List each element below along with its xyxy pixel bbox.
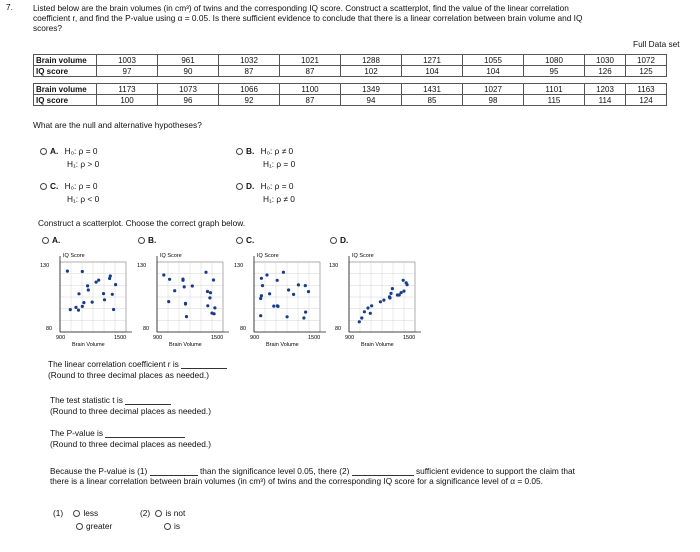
x-axis-label: Brain Volume: [72, 342, 105, 348]
data-point: [358, 320, 361, 323]
data-point: [297, 283, 300, 286]
x-tick-left: 900: [56, 335, 66, 341]
cell: 125: [626, 66, 667, 77]
cell: 87: [280, 66, 341, 77]
hypothesis-option-d[interactable]: [236, 181, 295, 204]
problem-text-2: coefficient r, and find the P-value using α = 0.05. Is there sufficient evidence to conclude that there is a linear correlation between brain volume and IQ: [33, 13, 583, 23]
data-point: [292, 293, 295, 296]
data-point: [282, 271, 285, 274]
y-axis-label: IQ Score: [352, 253, 374, 259]
y-axis-label: IQ Score: [160, 253, 182, 259]
option-letter: A.: [52, 235, 61, 245]
table-row: [34, 55, 667, 66]
problem-text-3: scores?: [33, 23, 63, 33]
option-letter: B.: [148, 235, 157, 245]
cell: 961: [158, 55, 219, 66]
hypothesis-option-a[interactable]: [40, 146, 99, 169]
data-point: [77, 292, 80, 295]
hypotheses-question: What are the null and alternative hypotheses?: [33, 120, 202, 130]
hypothesis-option-c[interactable]: [40, 181, 99, 204]
x-tick-left: 900: [345, 335, 355, 341]
cell: 1072: [626, 55, 667, 66]
data-point: [87, 288, 90, 291]
blank-2[interactable]: [352, 467, 414, 476]
scatter-option-a[interactable]: [42, 235, 60, 245]
cell: 1030: [585, 55, 626, 66]
cell: 87: [219, 66, 280, 77]
y-tick-bottom: 80: [240, 326, 247, 332]
data-point: [81, 270, 84, 273]
t-input[interactable]: [125, 396, 171, 405]
scatter-option-d[interactable]: [330, 235, 348, 245]
data-point: [389, 292, 392, 295]
h1-text: H₁: ρ > 0: [67, 159, 100, 169]
radio-button[interactable]: [236, 148, 243, 155]
data-point: [103, 298, 106, 301]
radio-button[interactable]: [164, 523, 171, 530]
choice-is-not[interactable]: is not: [165, 508, 186, 518]
data-point: [206, 304, 209, 307]
option-letter: A.: [50, 146, 59, 156]
x-tick-right: 1500: [308, 335, 321, 341]
x-tick-right: 1500: [114, 335, 127, 341]
x-tick-right: 1500: [403, 335, 416, 341]
h0-text: H₀: ρ = 0: [64, 181, 98, 191]
conclusion-line-1: [50, 466, 575, 476]
r-round-note: (Round to three decimal places as needed.): [48, 370, 209, 380]
cell: 1173: [97, 84, 158, 95]
h1-text: H₁: ρ = 0: [263, 159, 296, 169]
data-point: [191, 284, 194, 287]
scatter-option-b[interactable]: [138, 235, 156, 245]
scatter-option-c[interactable]: [236, 235, 254, 245]
data-point: [307, 290, 310, 293]
cell: 97: [97, 66, 158, 77]
y-tick-top: 130: [40, 263, 50, 269]
row-label-iq: IQ score: [34, 95, 97, 106]
h1-text: H₁: ρ < 0: [67, 194, 100, 204]
cell: 102: [341, 66, 402, 77]
choice-less[interactable]: less: [83, 508, 99, 518]
data-point: [276, 304, 279, 307]
cell: 94: [341, 95, 402, 106]
data-point: [265, 273, 268, 276]
data-point: [304, 284, 307, 287]
data-point: [302, 316, 305, 319]
hypothesis-option-b[interactable]: [236, 146, 295, 169]
choice-greater[interactable]: greater: [86, 521, 113, 531]
scatter-question: Construct a scatterplot. Choose the correct graph below.: [38, 218, 246, 228]
blank-1[interactable]: [150, 467, 198, 476]
data-point: [260, 277, 263, 280]
conclusion-line-2: there is a linear correlation between brain volumes (in cm³) of twins and the corresponding IQ score for a significance level of α = 0.05.: [50, 476, 543, 486]
r-input[interactable]: [181, 360, 227, 369]
data-point: [259, 297, 262, 300]
data-point: [210, 312, 213, 315]
data-point: [69, 308, 72, 311]
conclusion-part1: Because the P-value is (1): [50, 466, 148, 476]
h1-text: H₁: ρ ≠ 0: [263, 194, 295, 204]
cell: 1055: [463, 55, 524, 66]
data-point: [112, 308, 115, 311]
y-tick-top: 130: [329, 263, 339, 269]
data-point: [81, 305, 84, 308]
full-data-set-link[interactable]: Full Data set: [633, 39, 680, 49]
data-point: [391, 287, 394, 290]
cell: 1080: [524, 55, 585, 66]
cell: 87: [280, 95, 341, 106]
data-point: [183, 285, 186, 288]
data-point: [287, 288, 290, 291]
option-letter: C.: [50, 181, 59, 191]
data-point: [369, 312, 372, 315]
scatter-thumbnail-c: [232, 250, 332, 350]
option-letter: B.: [246, 146, 255, 156]
x-tick-left: 900: [153, 335, 163, 341]
h0-text: H₀: ρ = 0: [260, 181, 294, 191]
data-point: [82, 301, 85, 304]
option-letter: D.: [340, 235, 349, 245]
h0-text: H₀: ρ ≠ 0: [260, 146, 294, 156]
problem-number: 7.: [6, 2, 13, 12]
table-row: [34, 84, 667, 95]
data-point: [405, 281, 408, 284]
data-point: [97, 279, 100, 282]
cell: 114: [585, 95, 626, 106]
data-point: [66, 270, 69, 273]
y-tick-bottom: 80: [46, 326, 53, 332]
radio-button[interactable]: [236, 183, 243, 190]
scatter-thumbnail-b: [135, 250, 235, 350]
data-point: [388, 296, 391, 299]
cell: 95: [524, 66, 585, 77]
data-point: [74, 306, 77, 309]
scatter-thumbnail-a: [38, 250, 138, 350]
data-point: [213, 306, 216, 309]
data-point: [185, 315, 188, 318]
cell: 1101: [524, 84, 585, 95]
cell: 90: [158, 66, 219, 77]
data-point: [168, 278, 171, 281]
row-label-brain: Brain volume: [34, 84, 97, 95]
cell: 1027: [463, 84, 524, 95]
data-point: [181, 279, 184, 282]
data-point: [77, 309, 80, 312]
radio-button[interactable]: [155, 510, 162, 517]
r-label: The linear correlation coefficient r is: [48, 359, 179, 369]
p-round-note: (Round to three decimal places as needed.): [50, 439, 211, 449]
x-axis-label: Brain Volume: [266, 342, 299, 348]
choice-row: [76, 521, 112, 531]
x-tick-right: 1500: [211, 335, 224, 341]
radio-button[interactable]: [42, 237, 49, 244]
cell: 104: [463, 66, 524, 77]
cell: 126: [585, 66, 626, 77]
y-tick-bottom: 80: [335, 326, 342, 332]
p-prompt: [50, 428, 185, 438]
data-point: [396, 293, 399, 296]
data-point: [286, 315, 289, 318]
data-point: [114, 283, 117, 286]
data-point: [366, 306, 369, 309]
cell: 1021: [280, 55, 341, 66]
y-tick-top: 130: [137, 263, 147, 269]
cell: 100: [97, 95, 158, 106]
conclusion-part3: sufficient evidence to support the claim that: [416, 466, 575, 476]
x-axis-label: Brain Volume: [361, 342, 394, 348]
table-row: [34, 95, 667, 106]
row-label-brain: Brain volume: [34, 55, 97, 66]
data-point: [162, 273, 165, 276]
option-letter: D.: [246, 181, 255, 191]
data-point: [167, 300, 170, 303]
data-point: [363, 310, 366, 313]
choice-group-2: [140, 508, 185, 531]
data-point: [402, 279, 405, 282]
cell: 1288: [341, 55, 402, 66]
data-point: [370, 304, 373, 307]
cell: 85: [402, 95, 463, 106]
data-point: [268, 292, 271, 295]
p-label: The P-value is: [50, 428, 104, 438]
table-row: [34, 66, 667, 77]
radio-button[interactable]: [76, 523, 83, 530]
radio-button[interactable]: [73, 510, 80, 517]
t-label: The test statistic t is: [50, 395, 123, 405]
data-point: [304, 311, 307, 314]
data-point: [102, 292, 105, 295]
data-table-2: [33, 83, 667, 106]
data-point: [360, 316, 363, 319]
cell: 124: [626, 95, 667, 106]
data-point: [86, 284, 89, 287]
cell: 98: [463, 95, 524, 106]
data-point: [109, 274, 112, 277]
y-tick-bottom: 80: [143, 326, 150, 332]
problem-text-1: Listed below are the brain volumes (in cm³) of twins and the corresponding IQ score. Construct a scatterplot, find the value of the linear correlation: [33, 3, 569, 13]
choice-group-label: (2): [140, 508, 151, 518]
cell: 1431: [402, 84, 463, 95]
data-point: [206, 290, 209, 293]
x-tick-left: 900: [250, 335, 260, 341]
r-prompt: [48, 359, 227, 369]
cell: 1003: [97, 55, 158, 66]
data-point: [91, 301, 94, 304]
data-point: [184, 302, 187, 305]
y-tick-top: 130: [234, 263, 244, 269]
p-input[interactable]: [105, 429, 185, 438]
radio-button[interactable]: [236, 237, 243, 244]
data-point: [382, 299, 385, 302]
choice-is[interactable]: is: [174, 521, 180, 531]
cell: 1100: [280, 84, 341, 95]
cell: 92: [219, 95, 280, 106]
cell: 104: [402, 66, 463, 77]
choice-group-1: [53, 508, 112, 531]
option-letter: C.: [246, 235, 255, 245]
data-point: [95, 281, 98, 284]
cell: 115: [524, 95, 585, 106]
y-axis-label: IQ Score: [63, 253, 85, 259]
cell: 1349: [341, 84, 402, 95]
data-table-1: [33, 54, 667, 77]
data-point: [260, 294, 263, 297]
data-point: [204, 271, 207, 274]
x-axis-label: Brain Volume: [169, 342, 202, 348]
data-point: [111, 293, 114, 296]
y-axis-label: IQ Score: [257, 253, 279, 259]
data-point: [259, 314, 262, 317]
cell: 96: [158, 95, 219, 106]
cell: 1203: [585, 84, 626, 95]
cell: 1066: [219, 84, 280, 95]
radio-button[interactable]: [40, 148, 47, 155]
data-point: [272, 305, 275, 308]
data-point: [173, 289, 176, 292]
scatter-thumbnail-d: [327, 250, 427, 350]
cell: 1032: [219, 55, 280, 66]
h0-text: H₀: ρ = 0: [64, 146, 98, 156]
radio-button[interactable]: [138, 237, 145, 244]
data-point: [402, 290, 405, 293]
conclusion-part2: than the significance level 0.05, there (2): [199, 466, 350, 476]
radio-button[interactable]: [330, 237, 337, 244]
data-point: [261, 284, 264, 287]
data-point: [212, 278, 215, 281]
data-point: [209, 291, 212, 294]
cell: 1073: [158, 84, 219, 95]
data-point: [208, 296, 211, 299]
row-label-iq: IQ score: [34, 66, 97, 77]
choice-row: [164, 521, 185, 531]
t-round-note: (Round to three decimal places as needed.): [50, 406, 211, 416]
choice-group-label: (1): [53, 508, 64, 518]
cell: 1271: [402, 55, 463, 66]
radio-button[interactable]: [40, 183, 47, 190]
t-prompt: [50, 395, 171, 405]
data-point: [379, 300, 382, 303]
data-point: [276, 279, 279, 282]
cell: 1163: [626, 84, 667, 95]
